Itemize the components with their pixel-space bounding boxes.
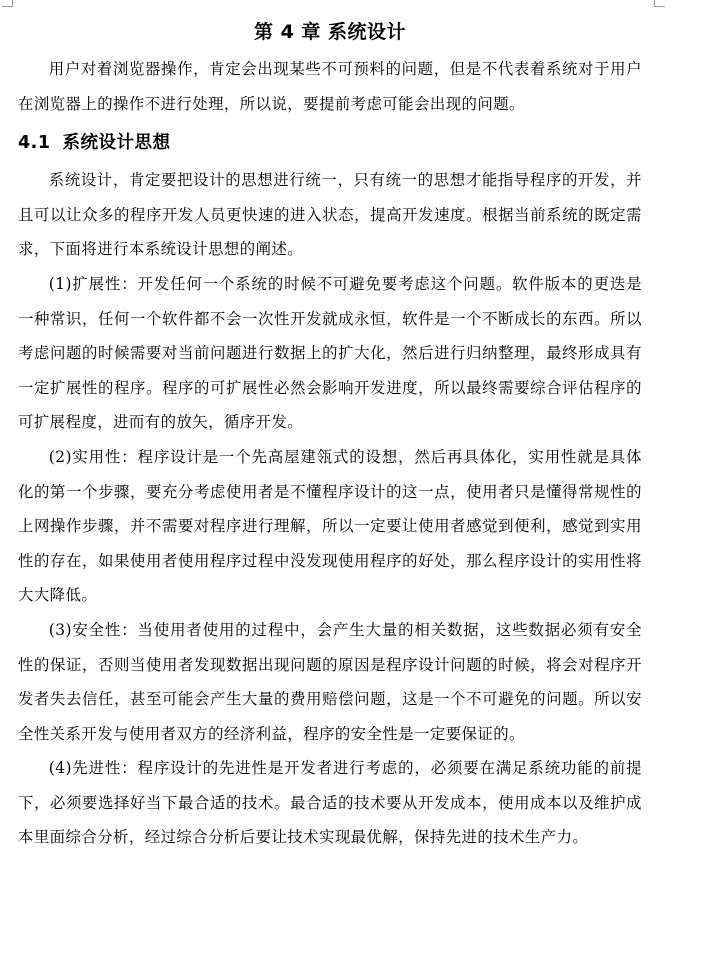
section-heading bbox=[18, 125, 642, 161]
paragraph-overview: 系统设计，肯定要把设计的思想进行统一，只有统一的思想才能指导程序的开发，并且可以让众多的程序开发人员更快速的进入状态，提高开发速度。根据当前系统的既定需求，下面将进行本系统设计思想的阐述。 bbox=[18, 171, 642, 259]
paragraph-security: (3)安全性：当使用者使用的过程中，会产生大量的相关数据，这些数据必须有安全性的保证，否则当使用者发现数据出现问题的原因是程序设计问题的时候，将会对程序开发者失去信任，甚至可能会产生大量的费用赔偿问题，这是一个不可避免的问题。所以安全性关系开发与使用者双方的经济利益，程序的安全性是一定要保证的。 bbox=[18, 620, 642, 743]
intro-paragraph: 用户对着浏览器操作，肯定会出现某些不可预料的问题，但是不代表着系统对于用户在浏览器上的操作不进行处理，所以说，要提前考虑可能会出现的问题。 bbox=[18, 60, 642, 113]
paragraph-advancement: (4)先进性：程序设计的先进性是开发者进行考虑的，必须要在满足系统功能的前提下，必须要选择好当下最合适的技术。最合适的技术要从开发成本，使用成本以及维护成本里面综合分析，经过综合分析后要让技术实现最优解，保持先进的技术生产力。 bbox=[18, 759, 642, 847]
page-corner-mark-right bbox=[654, 0, 665, 7]
section-title: 系统设计思想 bbox=[62, 133, 171, 154]
chapter-title: 第 4 章 系统设计 bbox=[253, 21, 407, 43]
paragraph-extensibility: (1)扩展性：开发任何一个系统的时候不可避免要考虑这个问题。软件版本的更迭是一种常识，任何一个软件都不会一次性开发就成永恒，软件是一个不断成长的东西。所以考虑问题的时候需要对当前问题进行数据上的扩大化，然后进行归纳整理，最终形成具有一定扩展性的程序。程序的可扩展性必然会影响开发进度，所以最终需要综合评估程序的可扩展程度，进而有的放矢，循序开发。 bbox=[18, 274, 642, 432]
page-corner-mark-left bbox=[2, 0, 13, 7]
document-page bbox=[18, 14, 642, 855]
section-number: 4.1 bbox=[18, 133, 51, 154]
paragraph-practicality: (2)实用性：程序设计是一个先高屋建瓴式的设想，然后再具体化，实用性就是具体化的第一个步骤，要充分考虑使用者是不懂程序设计的这一点，使用者只是懂得常规性的上网操作步骤，并不需要对程序进行理解，所以一定要让使用者感觉到便利，感觉到实用性的存在，如果使用者使用程序过程中没发现使用程序的好处，那么程序设计的实用性将大大降低。 bbox=[18, 447, 642, 605]
